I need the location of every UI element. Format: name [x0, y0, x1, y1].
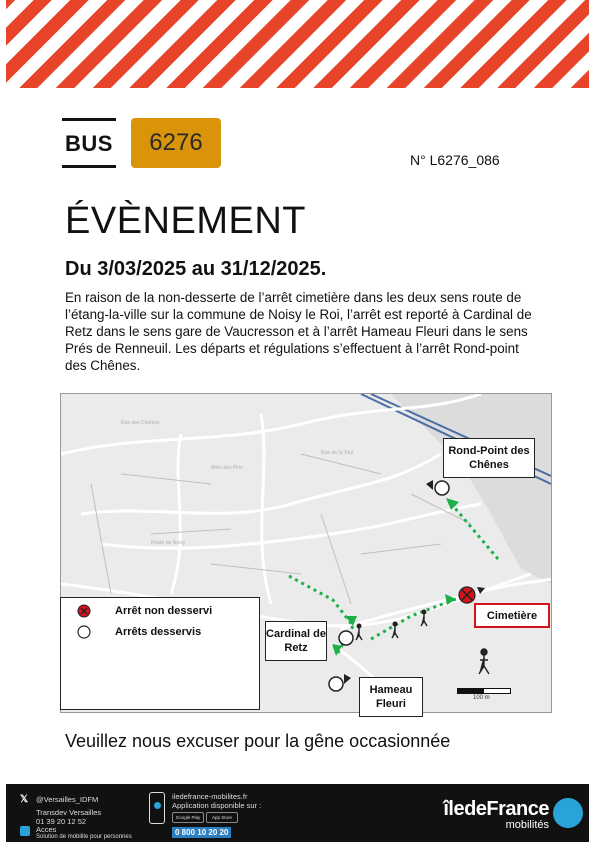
apology-text: Veuillez nous excuser pour la gêne occasionnée [65, 731, 451, 751]
footer-site: iledefrance-mobilites.fr [172, 792, 248, 801]
google-play-badge[interactable]: Google Play [172, 812, 204, 823]
footer-phone-idfm: 0 800 10 20 20 [172, 827, 231, 838]
stop-not-served-icon [77, 604, 91, 618]
footer-phone-local: 01 39 20 12 52 [36, 817, 87, 826]
svg-text:Route de Noisy: Route de Noisy [151, 540, 186, 546]
legend-row-not-served [77, 604, 212, 618]
footer-bar [6, 784, 589, 842]
legend-served-label: Arrêts desservis [115, 626, 202, 638]
notice-dates: Du 3/03/2025 au 31/12/2025. [65, 258, 327, 280]
notice-body: En raison de la non-desserte de l’arrêt cimetière dans les deux sens route de l’étang-la-ville sur la commune de Noisy le Roi, l’arrêt est reporté à Cardinal de Retz dans le sens gare de Vaucresson et à l’arrêt Hameau Fleuri dans le sens Prés de Renneuil. Les départs et régulations s’effectuent à l’arrêt Rond-point des Chênes. [65, 290, 532, 373]
idfm-logo-sub: mobilités [505, 819, 549, 831]
map-scale-label: 100 m [473, 695, 490, 701]
svg-text:Allée des Pins: Allée des Pins [211, 465, 243, 471]
callout-rond-point: Rond-Point des Chênes [443, 438, 535, 478]
notice-title: ÉVÈNEMENT [65, 200, 306, 242]
idfm-logo-france: France [486, 798, 549, 820]
stop-served-icon [77, 625, 91, 639]
bus-mode-bottom-bar [62, 165, 116, 168]
footer-social: @Versailles_IDFM [36, 795, 99, 804]
idfm-logo-name [443, 798, 549, 821]
footer-app-text: Application disponible sur : [172, 801, 262, 810]
hazard-stripes-banner [6, 0, 589, 88]
callout-cimetiere: Cimetière [474, 603, 550, 628]
svg-text:Rue des Champs: Rue des Champs [121, 420, 160, 426]
map-scale-bar [457, 688, 511, 694]
x-social-icon: 𝕏 [20, 794, 29, 805]
footer-access-desc: Solution de mobilite pour personnes [36, 834, 132, 840]
bus-mode-top-bar [62, 118, 116, 121]
bus-mode-text: BUS [65, 131, 113, 156]
notice-reference: N° L6276_086 [410, 152, 500, 168]
footer-operator: Transdev Versailles [36, 808, 102, 817]
idfm-logo-mark-icon [553, 798, 583, 828]
callout-cardinal-de-retz: Cardinal de Retz [265, 621, 327, 661]
legend-not-served-label: Arrêt non desservi [115, 605, 213, 617]
line-number-badge: 6276 [131, 118, 221, 168]
accessibility-icon [20, 826, 30, 836]
callout-hameau-fleuri: Hameau Fleuri [359, 677, 423, 717]
idfm-logo-ile: îlede [443, 798, 487, 820]
bus-mode-label [62, 118, 116, 170]
idfm-logo [443, 798, 549, 831]
map-legend [60, 597, 260, 710]
svg-text:Rue de la Tour: Rue de la Tour [321, 450, 354, 456]
smartphone-icon [149, 792, 165, 824]
legend-row-served [77, 625, 201, 639]
app-store-badge[interactable]: App Store [206, 812, 238, 823]
footer-access-title: Acces [36, 825, 57, 834]
